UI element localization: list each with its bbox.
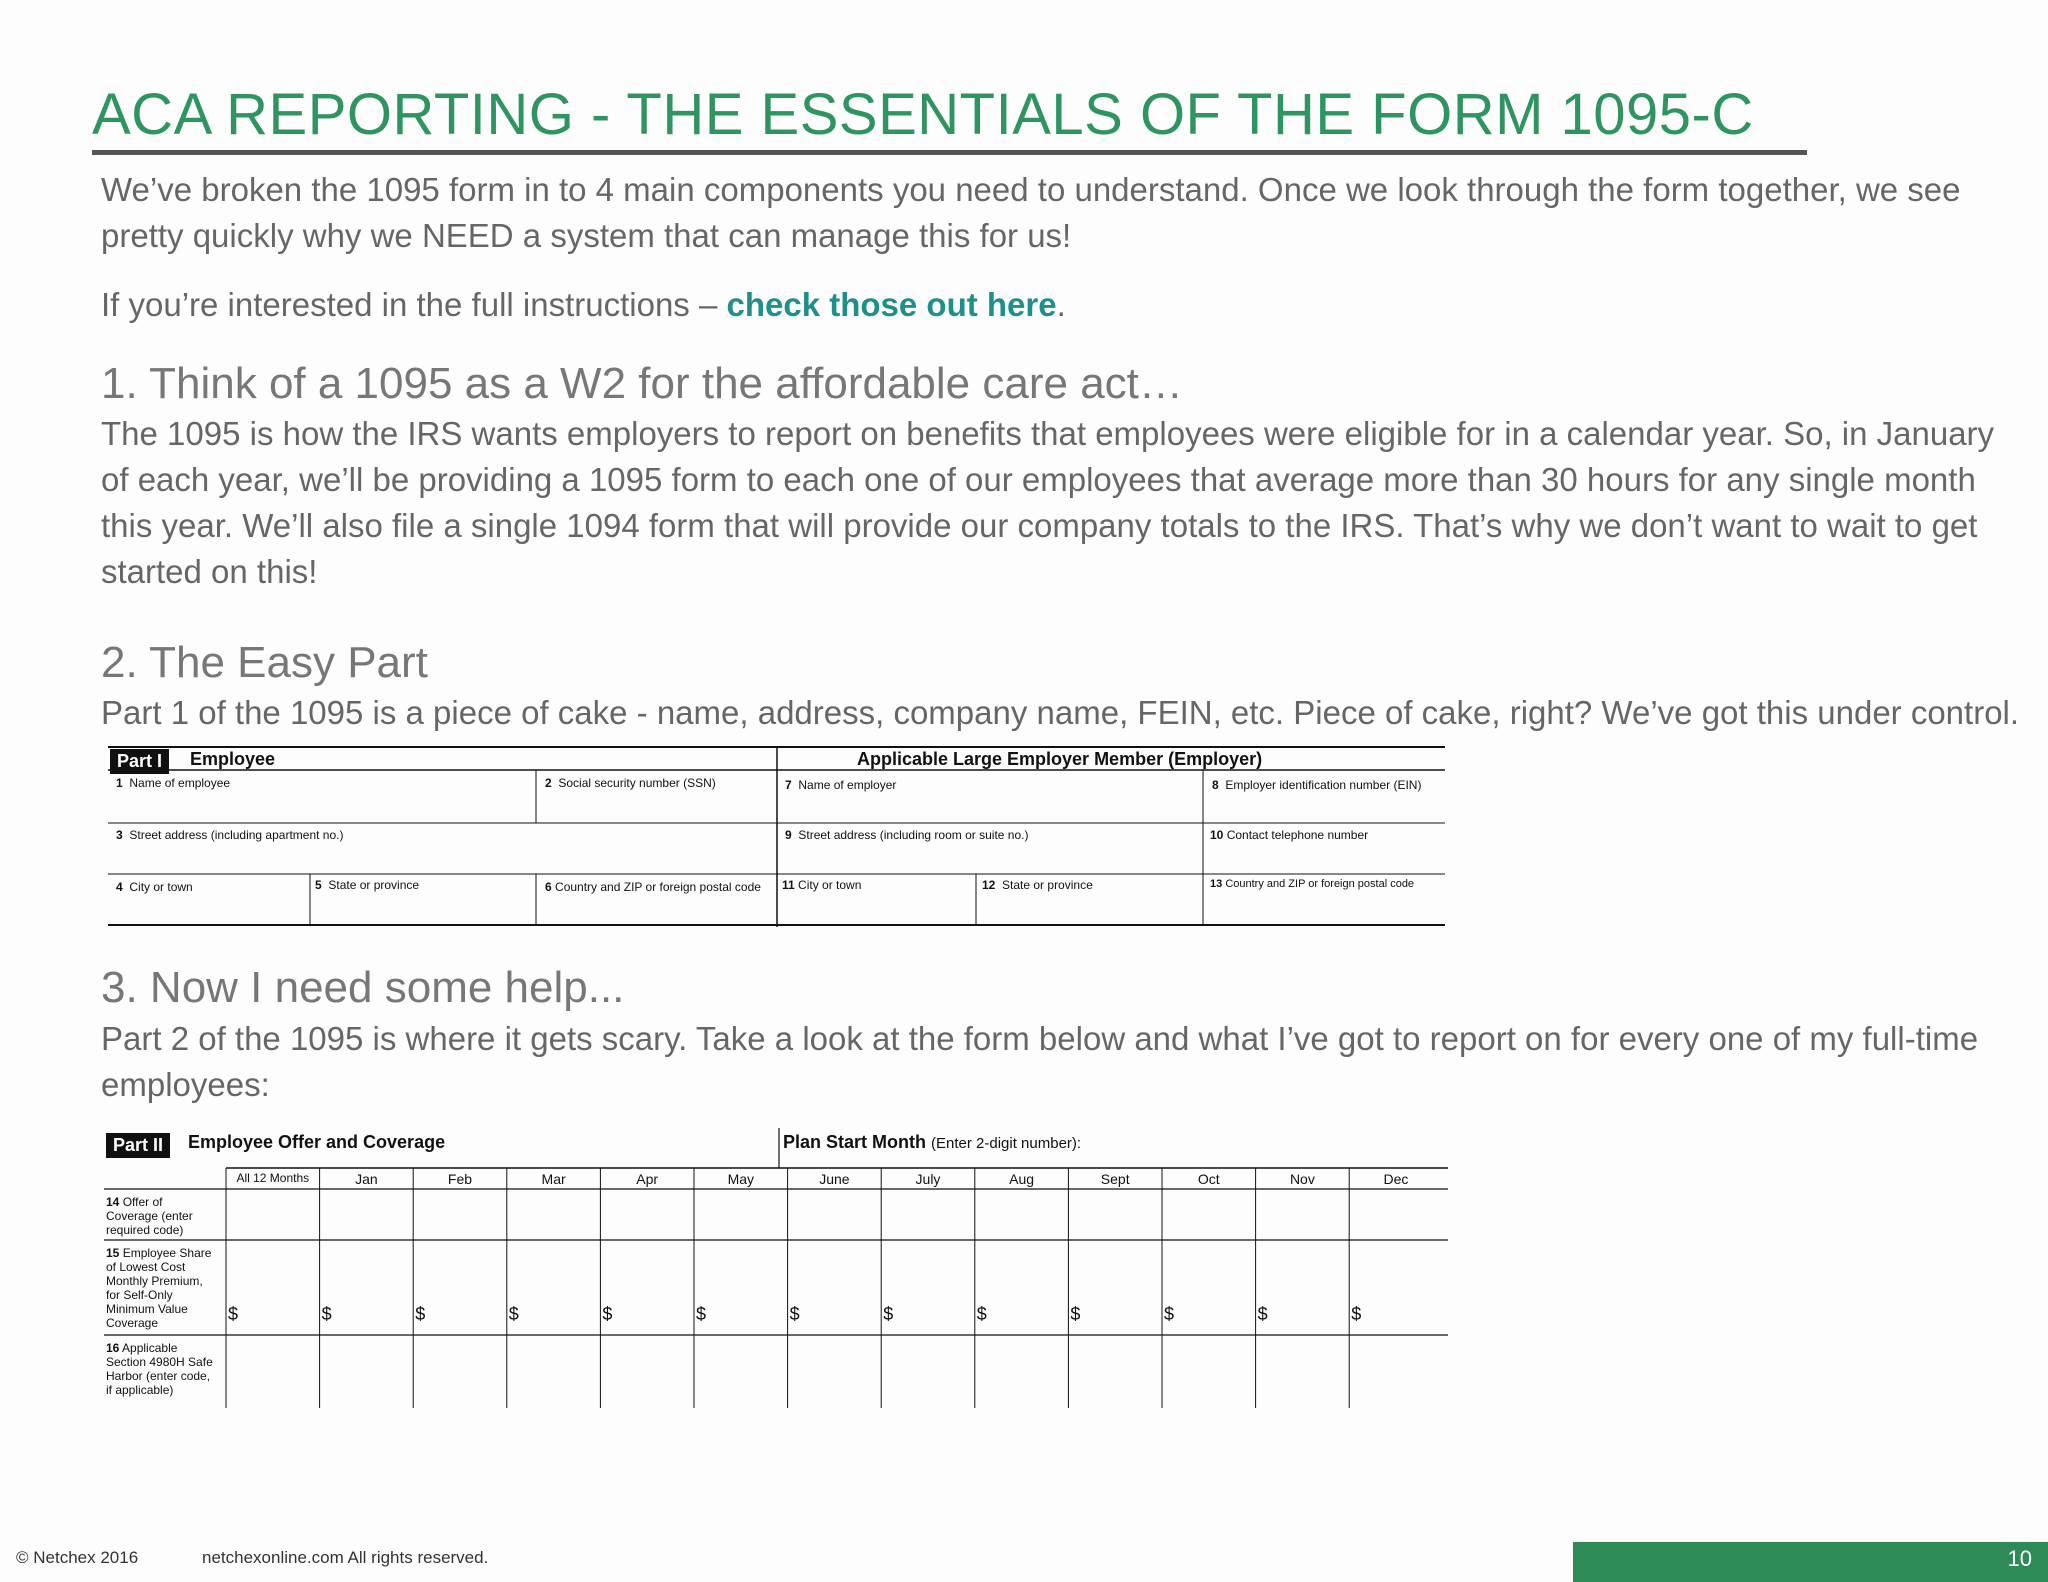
column-header: May [727, 1171, 755, 1187]
dollar-cell[interactable]: $ [508, 1304, 519, 1324]
field-7[interactable]: 7 Name of employer [785, 778, 897, 792]
instructions-prefix: If you’re interested in the full instructions – [101, 286, 727, 323]
field-4[interactable]: 4 City or town [116, 880, 193, 894]
footer-copyright: © Netchex 2016 [16, 1548, 139, 1567]
dollar-cell[interactable]: $ [1351, 1304, 1362, 1324]
column-header: Dec [1383, 1171, 1409, 1187]
intro-paragraph: We’ve broken the 1095 form in to 4 main components you need to understand. Once we look through the form together, we see pretty quickly why we NEED a system that can manage this for us! [101, 171, 1961, 254]
field-2[interactable]: 2 Social security number (SSN) [545, 776, 716, 790]
field-5[interactable]: 5 State or province [315, 878, 420, 892]
section1-heading: 1. Think of a 1095 as a W2 for the affordable care act… [101, 359, 1183, 408]
dollar-cell[interactable]: $ [696, 1304, 707, 1324]
part1-form [108, 745, 1445, 927]
page-number: 10 [2007, 1546, 2032, 1571]
row-label-14: 14 Offer of Coverage (enter required code) [106, 1195, 193, 1237]
section2-heading: 2. The Easy Part [101, 638, 428, 687]
page-title: ACA REPORTING - THE ESSENTIALS OF THE FORM 1095-C [92, 82, 1807, 155]
row-label-16: 16 Applicable Section 4980H Safe Harbor (enter code, if applicable) [106, 1341, 213, 1397]
column-header: Jan [355, 1171, 378, 1187]
section2-body: Part 1 of the 1095 is a piece of cake - name, address, company name, FEIN, etc. Piece of cake, right? We’ve got this under control. [101, 694, 2020, 731]
part2-title: Employee Offer and Coverage [188, 1132, 446, 1152]
column-header: Nov [1289, 1171, 1315, 1187]
instructions-suffix: . [1056, 286, 1066, 323]
column-header: All 12 Months [236, 1171, 310, 1185]
column-header: Feb [447, 1171, 473, 1187]
dollar-cell[interactable]: $ [1257, 1304, 1268, 1324]
field-11[interactable]: 11 City or town [782, 878, 862, 892]
part2-label: Part II [106, 1133, 170, 1158]
field-10[interactable]: 10 Contact telephone number [1210, 828, 1369, 842]
field-9[interactable]: 9 Street address (including room or suite no.) [785, 828, 1029, 842]
section3-heading: 3. Now I need some help... [101, 963, 625, 1012]
dollar-cell[interactable]: $ [602, 1304, 613, 1324]
dollar-cell[interactable]: $ [415, 1304, 426, 1324]
plan-start-month[interactable]: Plan Start Month (Enter 2-digit number): [783, 1132, 1082, 1152]
dollar-cell[interactable]: $ [228, 1304, 239, 1324]
section1-body: The 1095 is how the IRS wants employers to report on benefits that employees were eligible for in a calendar year. So, in January of each year, we’ll be providing a 1095 form to each one of our employees that average more than 30 hours for any single month this year. We’ll also file a single 1094 form that will provide our company totals to the IRS. That’s why we don’t want to wait to get started on this! [101, 415, 1995, 590]
part2-form [104, 1128, 1448, 1410]
dollar-cell[interactable]: $ [1070, 1304, 1081, 1324]
part1-title: Employee [190, 749, 276, 769]
field-13[interactable]: 13 Country and ZIP or foreign postal code [1210, 878, 1415, 890]
column-header: Apr [636, 1171, 659, 1187]
dollar-cell[interactable]: $ [976, 1304, 987, 1324]
part1-employer-title: Applicable Large Employer Member (Employer) [857, 749, 1263, 769]
instructions-paragraph [101, 282, 2021, 328]
footer-rights: netchexonline.com All rights reserved. [202, 1548, 489, 1567]
column-header: July [915, 1171, 941, 1187]
column-header: Sept [1100, 1171, 1130, 1187]
field-8[interactable]: 8 Employer identification number (EIN) [1212, 778, 1422, 792]
field-3[interactable]: 3 Street address (including apartment no.) [116, 828, 344, 842]
column-header: Aug [1009, 1171, 1035, 1187]
dollar-cell[interactable]: $ [789, 1304, 800, 1324]
instructions-link[interactable]: check those out here [726, 286, 1057, 323]
footer-bar [1573, 1542, 2048, 1582]
dollar-cell[interactable]: $ [321, 1304, 332, 1324]
dollar-cell[interactable]: $ [883, 1304, 894, 1324]
column-header: Oct [1197, 1171, 1220, 1187]
row-label-15: 15 Employee Share of Lowest Cost Monthly Premium, for Self-Only Minimum Value Coverage [106, 1246, 212, 1330]
section3-body: Part 2 of the 1095 is where it gets scary. Take a look at the form below and what I’ve got to report on for every one of my full-time employees: [101, 1020, 1979, 1103]
field-6[interactable]: 6 Country and ZIP or foreign postal code [545, 880, 761, 894]
field-1[interactable]: 1 Name of employee [116, 776, 231, 790]
column-header: June [819, 1171, 850, 1187]
column-header: Mar [541, 1171, 566, 1187]
field-12[interactable]: 12 State or province [982, 878, 1093, 892]
dollar-cell[interactable]: $ [1164, 1304, 1175, 1324]
part1-label: Part I [110, 749, 169, 774]
